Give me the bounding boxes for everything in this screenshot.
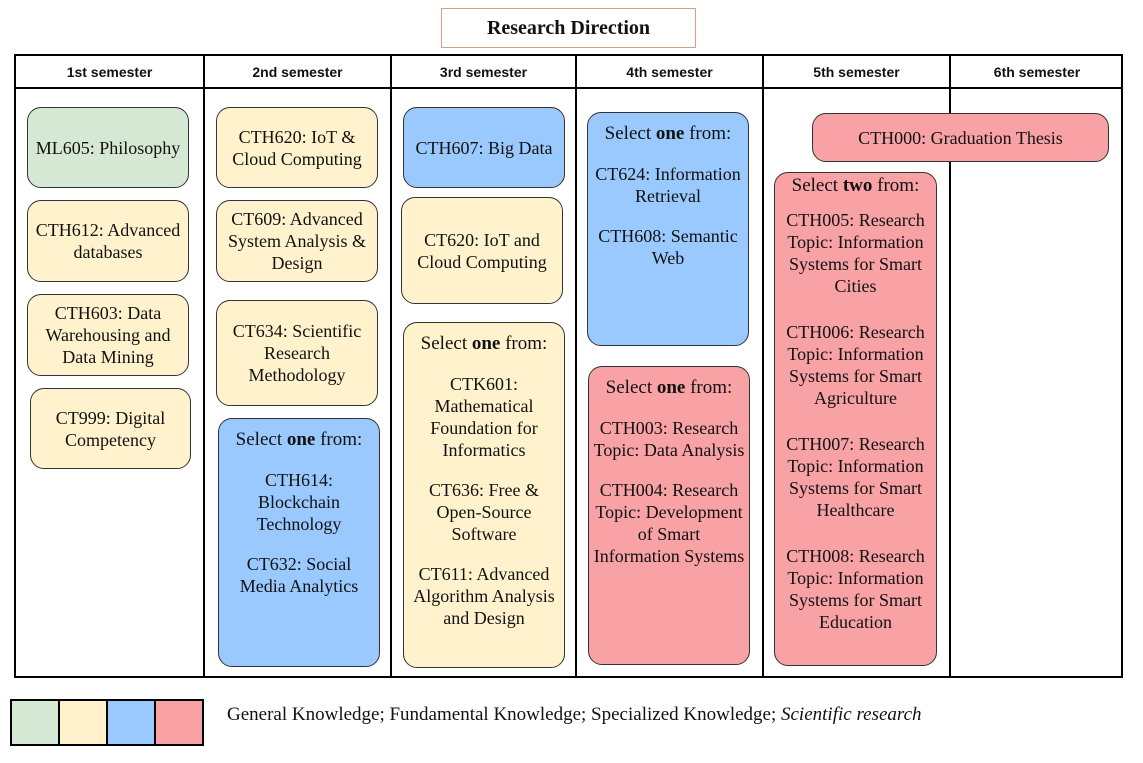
course-label: CT999: Digital Competency [55,407,166,450]
course-label: CTH000: Graduation Thesis [858,127,1063,148]
course-ct609 [216,200,378,282]
semester-1-header: 1st semester [66,63,153,80]
legend-swatch-fundamental [58,699,108,746]
elective-group-sem3 [403,322,565,668]
semester-4-header: 4th semester [626,63,713,80]
course-label: CTH612: Advanced databases [35,220,181,262]
header-divider [16,87,1121,89]
color-legend [10,699,202,749]
course-ct620 [401,197,563,304]
semester-2-header: 2nd semester [252,63,343,80]
elective-option: CT636: Free & Open-Source Software [429,480,539,544]
group-heading: Select two from: [791,175,920,196]
course-ml605 [27,107,189,188]
semester-5-header: 5th semester [813,63,900,80]
legend-text: General Knowledge; Fundamental Knowledge; Specialized Knowledge; Scientific research [227,704,922,725]
semester-3-header: 3rd semester [439,63,528,80]
group-heading: Select one from: [420,333,548,354]
elective-group-sem4-specialized [587,112,749,346]
elective-option: CTH005: Research Topic: Information Systems for Smart Cities [786,210,925,296]
course-label: CTH607: Big Data [415,137,553,158]
elective-option: CT611: Advanced Algorithm Analysis and Design [413,564,555,628]
course-label: CT609: Advanced System Analysis & Design [227,209,366,273]
elective-group-sem4-research [588,366,750,665]
legend-swatch-general [10,699,60,746]
course-label: CT620: IoT and Cloud Computing [417,229,547,272]
diagram-title: Research Direction [441,8,696,48]
course-label: CT634: Scientific Research Methodology [232,321,362,385]
elective-option: CTH008: Research Topic: Information Systems for Smart Education [786,546,925,632]
course-cth620 [216,107,378,188]
elective-group-sem5-research [774,172,937,666]
course-label: ML605: Philosophy [35,137,181,158]
course-label: CTH620: IoT & Cloud Computing [232,126,362,169]
course-ct634 [216,300,378,406]
column-divider [575,56,577,676]
elective-option: CTH003: Research Topic: Data Analysis [593,418,745,460]
legend-swatch-research [154,699,204,746]
course-cth000 [812,113,1109,162]
elective-option: CTH006: Research Topic: Information Systems for Smart Agriculture [786,322,925,408]
course-cth612 [27,200,189,282]
course-label: CTH603: Data Warehousing and Data Mining [45,303,171,367]
elective-option: CT624: Information Retrieval [595,164,741,206]
elective-option: CTK601: Mathematical Foundation for Informatics [430,374,538,460]
course-cth607 [403,107,565,188]
column-divider [390,56,392,676]
elective-option: CTH007: Research Topic: Information Systems for Smart Healthcare [786,434,925,520]
legend-swatch-specialized [106,699,156,746]
group-heading: Select one from: [605,377,733,398]
column-divider [762,56,764,676]
elective-group-sem2 [218,418,380,667]
column-divider [203,56,205,676]
elective-option: CTH614: Blockchain Technology [256,470,342,534]
elective-option: CTH608: Semantic Web [598,226,738,268]
group-heading: Select one from: [235,429,363,450]
group-heading: Select one from: [604,123,732,144]
semester-6-header: 6th semester [993,63,1081,80]
course-ct999 [30,388,191,469]
elective-option: CT632: Social Media Analytics [239,554,359,596]
elective-option: CTH004: Research Topic: Development of Smart Information Systems [593,480,745,566]
course-cth603 [27,294,189,376]
